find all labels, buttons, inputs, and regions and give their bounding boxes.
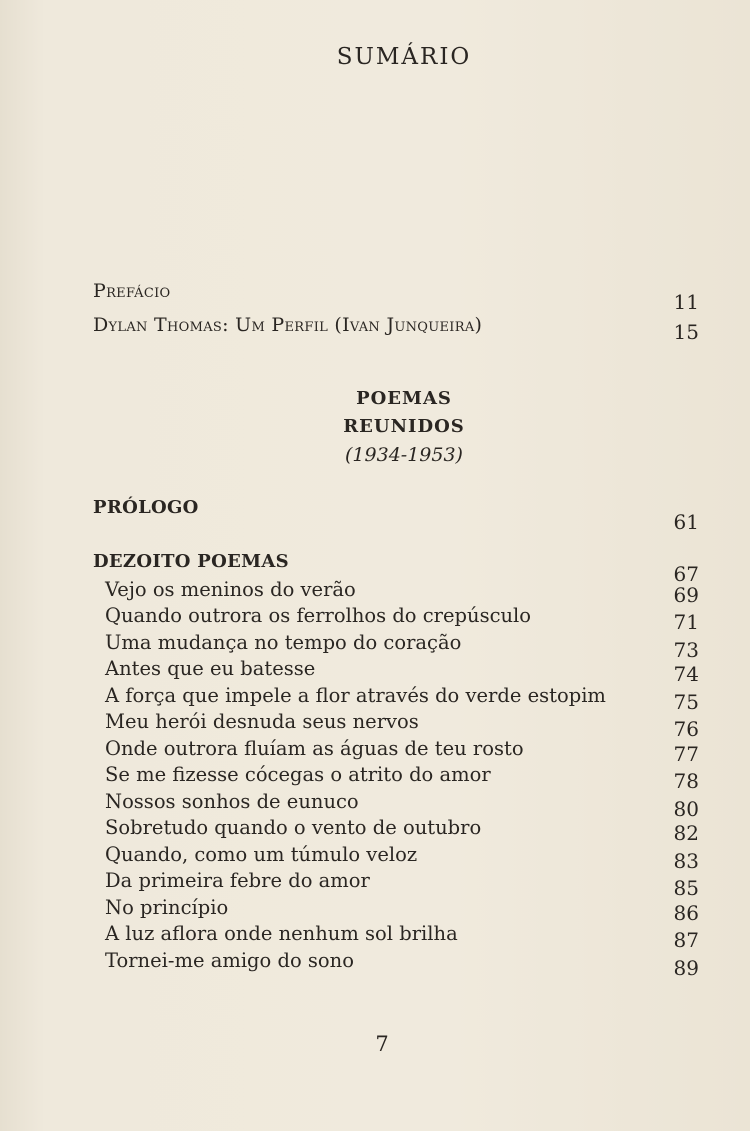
toc-entry-poem (93, 787, 699, 821)
toc-entry-page: 77 (673, 742, 699, 766)
toc-entry-page: 75 (673, 690, 699, 714)
toc-entry-label: Tornei-me amigo do sono (105, 949, 354, 972)
toc-entry-label: Antes que eu batesse (105, 657, 316, 680)
toc-entry-page: 73 (673, 638, 699, 662)
toc-entry-page: 85 (673, 876, 699, 900)
toc-entry-poem (93, 946, 699, 980)
toc-entry-label: Vejo os meninos do verão (105, 578, 356, 601)
toc-entry-label: Nossos sonhos de eunuco (105, 790, 359, 813)
section-heading (0, 388, 750, 472)
page-number: 7 (375, 1032, 389, 1056)
toc-entry-poem (93, 893, 699, 925)
toc-entry-poem (93, 919, 699, 952)
toc-entry-page: 71 (673, 610, 699, 634)
page-title: SUMÁRIO (336, 44, 472, 70)
toc-entry-perfil (93, 310, 699, 344)
toc-entry-page: 61 (673, 510, 699, 534)
toc-entry-label: Onde outrora fluíam as águas de teu rosto (105, 737, 524, 760)
toc-entry-page: 74 (673, 662, 699, 686)
toc-entry-poem (93, 840, 699, 873)
toc-entry-poem (93, 601, 699, 634)
toc-entry-page: 86 (673, 901, 699, 925)
toc-entry-dezoito-poemas (93, 546, 699, 586)
toc-entry-label: Prefácio (93, 280, 171, 302)
toc-entry-label: Meu herói desnuda seus nervos (105, 710, 419, 733)
toc-entry-page: 87 (673, 928, 699, 952)
toc-entry-prefacio (93, 276, 699, 314)
toc-entry-page: 15 (673, 320, 699, 344)
toc-entry-poem (93, 628, 699, 662)
toc-entry-page: 78 (673, 769, 699, 793)
toc-entry-page: 82 (673, 821, 699, 845)
toc-entry-label: Quando outrora os ferrolhos do crepúsculo (105, 604, 532, 627)
toc-entry-page: 80 (673, 797, 699, 821)
toc-entry-label: Da primeira febre do amor (105, 869, 370, 892)
toc-entry-page: 67 (673, 562, 699, 586)
toc-entry-page: 89 (673, 956, 699, 980)
heading-line-1: POEMAS (356, 388, 452, 409)
toc-entry-prologo (93, 492, 699, 534)
toc-entry-poem (93, 760, 699, 793)
toc-entry-label: No princípio (105, 896, 229, 919)
toc-entry-label: A força que impele a flor através do verde estopim (105, 684, 606, 707)
toc-entry-poem (93, 734, 699, 766)
toc-entry-poem (93, 813, 699, 845)
toc-entry-poem (93, 681, 699, 714)
toc-entry-label: PRÓLOGO (93, 497, 199, 518)
toc-entry-poem (93, 707, 699, 741)
toc-entry-page: 69 (673, 583, 699, 607)
toc-entry-page: 83 (673, 849, 699, 873)
toc-entry-poem (93, 654, 699, 686)
toc-entry-page: 76 (673, 717, 699, 741)
toc-entry-page: 11 (673, 290, 699, 314)
heading-line-3: (1934-1953) (345, 444, 463, 466)
toc-entry-label: DEZOITO POEMAS (93, 551, 289, 572)
toc-entry-label: Sobretudo quando o vento de outubro (105, 816, 482, 839)
toc-entry-label: Se me fizesse cócegas o atrito do amor (105, 763, 491, 786)
heading-line-2: REUNIDOS (343, 416, 465, 437)
toc-entry-poem (93, 866, 699, 900)
toc-entry-label: Uma mudança no tempo do coração (105, 631, 462, 654)
toc-entry-label: Dylan Thomas: Um Perfil (Ivan Junqueira) (93, 314, 483, 336)
toc-entry-poem (93, 575, 699, 607)
toc-entry-label: Quando, como um túmulo veloz (105, 843, 418, 866)
toc-entry-label: A luz aflora onde nenhum sol brilha (105, 922, 458, 945)
